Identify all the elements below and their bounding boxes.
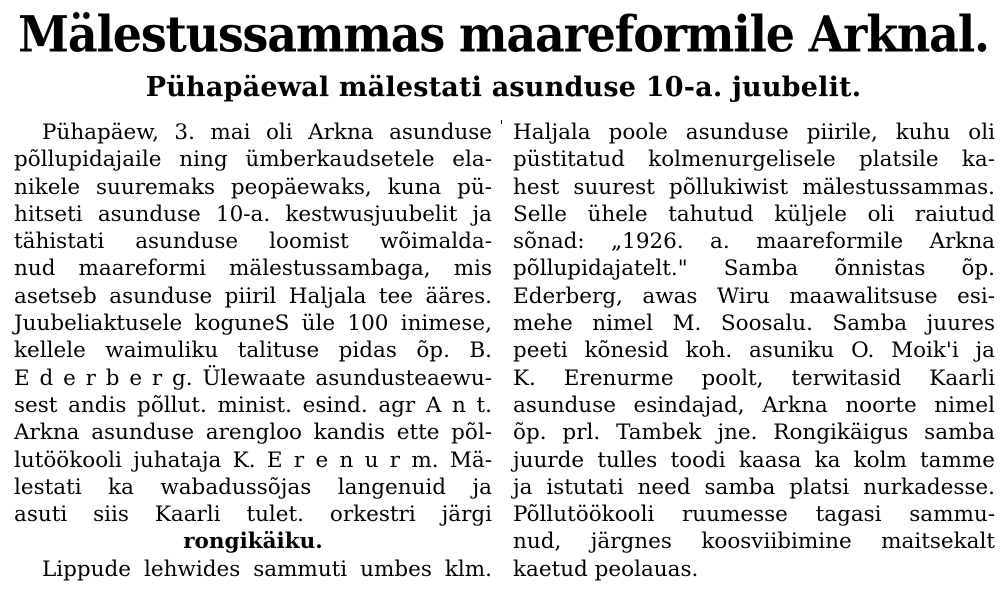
text-line: sõnad: „1926. a. maareformile Arkna — [513, 229, 995, 255]
text-line: nud maareformi mälestussambaga, mis — [14, 256, 492, 282]
text-line: hest suurest põllukiwist mälestussammas. — [513, 174, 995, 200]
text-line: asunduse esindajad, Arkna noorte nimel — [513, 392, 995, 418]
text-line: peeti kõnesid koh. asuniku O. Moik'i ja — [513, 338, 995, 364]
text-line: Põllutöökooli ruumesse tagasi sammu- — [513, 502, 995, 528]
text-line: mehe nimel M. Soosalu. Samba juures — [513, 311, 995, 337]
column-divider — [501, 120, 502, 124]
article-column-left — [14, 119, 492, 583]
text-line: lutöökooli juhataja K. E r e n u r m. Mä- — [14, 447, 492, 473]
text-line: asuti siis Kaarli tulet. orkestri järgi — [14, 502, 492, 528]
text-line: K. Erenurme poolt, terwitasid Kaarli — [513, 365, 995, 391]
text-line: põllupidajaile ning ümberkaudsetele ela- — [14, 147, 492, 173]
text-line: õp. prl. Tambek jne. Rongikäigus samba — [513, 420, 995, 446]
text-line: Ederberg, awas Wiru maawalitsuse esi- — [513, 283, 995, 309]
text-line: asetseb asunduse piiril Haljala tee ääres. — [14, 283, 492, 309]
text-line: juurde tulles toodi kaasa ka kolm tamme — [513, 447, 995, 473]
text-line: rongikäiku. — [183, 529, 323, 555]
text-line: Arkna asunduse arengloo kandis ette põl- — [14, 420, 492, 446]
text-line: nikele suuremaks peopäewaks, kuna pü- — [14, 174, 492, 200]
text-line: ja istutati need samba platsi nurkadesse. — [513, 474, 995, 500]
text-line: hitseti asunduse 10-a. kestwusjuubelit ja — [14, 201, 492, 227]
subheadline: Pühapäewal mälestati asunduse 10-a. juubelit. — [145, 72, 862, 103]
text-line: Pühapäew, 3. mai oli Arkna asunduse — [42, 120, 492, 145]
article-column-right — [513, 119, 995, 583]
text-line: püstitatud kolmenurgelisele platsile ka- — [513, 147, 995, 173]
text-line: kellele waimuliku talituse pidas õp. B. — [14, 338, 492, 364]
text-line: E d e r b e r g. Ülewaate asundusteaewu- — [14, 365, 492, 391]
text-line: põllupidajatelt." Samba õnnistas õp. — [513, 256, 995, 282]
text-line: Lippude lehwides sammuti umbes klm. — [42, 556, 492, 582]
headline: Mälestussammas maareformile Arknal. — [18, 4, 989, 64]
text-line: Haljala poole asunduse piirile, kuhu oli — [513, 120, 995, 145]
text-line: lestati ka wabadussõjas langenuid ja — [14, 474, 492, 500]
text-line: Selle ühele tahutud küljele oli raiutud — [513, 201, 995, 227]
text-line: Juubeliaktusele koguneS üle 100 inimese, — [14, 311, 492, 337]
text-line: sest andis põllut. minist. esind. agr A n t. — [14, 392, 492, 418]
text-line: tähistati asunduse loomist wõimalda- — [14, 229, 492, 255]
text-line: nud, järgnes koosviibimine maitsekalt — [513, 529, 995, 555]
text-line: kaetud peolauas. — [513, 556, 699, 582]
